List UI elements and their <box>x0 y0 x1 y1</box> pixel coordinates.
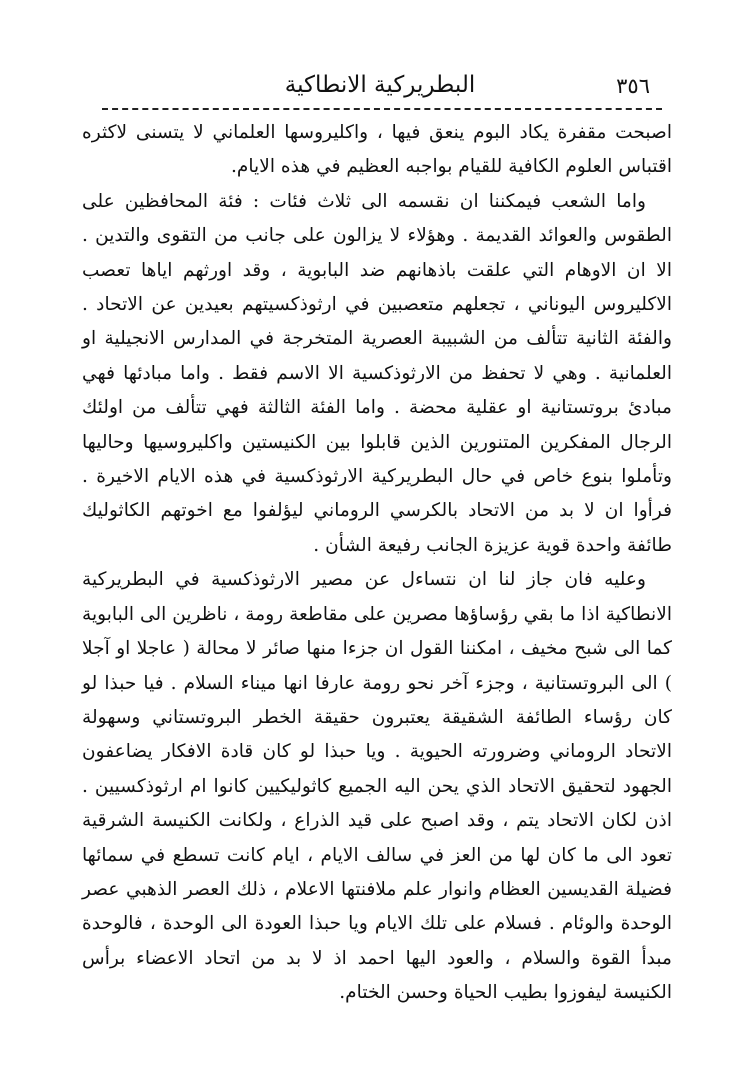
paragraph-2: واما الشعب فيمكننا ان نقسمه الى ثلاث فئات : فئة المحافظين على الطقوس والعوائد القديمة . وهؤلاء لا يزالون على جانب من التقوى والتدين . الا ان الاوهام التي علقت باذهانهم ضد البابوية ، وقد اورثهم اياها تعصب الاكليروس اليوناني ، تجعلهم متعصبين في ارثوذكسيتهم بعيدين عن الاتحاد . والفئة الثانية تتألف من الشبيبة العصرية المتخرجة في المدارس الانجيلية او العلمانية . وهي لا تحفظ من الارثوذكسية الا الاسم فقط . واما مبادئها فهي مبادئ بروتستانية او عقلية محضة . واما الفئة الثالثة فهي تتألف من اولئك الرجال المفكرين المتنورين الذين قابلوا بين الكنيستين واكليروسيها وحاليها وتأملوا بنوع خاص في حال البطريركية الارثوذكسية في هذه الايام الاخيرة . فرأوا ان لا بد من الاتحاد بالكرسي الروماني ليؤلفوا مع اخوتهم الكاثوليك طائفة واحدة قوية عزيزة الجانب رفيعة الشأن . <box>82 190 672 556</box>
page-header <box>90 70 670 104</box>
page-number: ٣٥٦ <box>616 74 650 98</box>
running-title: البطريركية الانطاكية <box>284 72 476 98</box>
paragraph-3: وعليه فان جاز لنا ان نتساءل عن مصير الارثوذكسية في البطريركية الانطاكية اذا ما بقي رؤساؤها مصرين على مقاطعة رومة ، ناظرين الى البابوية كما الى شبح مخيف ، امكننا القول ان جزءا منها صائر لا محالة ( عاجلا او آجلا ) الى البروتستانية ، وجزء آخر نحو رومة عارفا انها ميناء السلام . فيا حبذا لو كان رؤساء الطائفة الشقيقة يعتبرون حقيقة الخطر البروتستاني وسهولة الاتحاد الروماني وضرورته الحيوية . ويا حبذا لو كان قادة الافكار يضاعفون الجهود لتحقيق الاتحاد الذي يحن اليه الجميع كاثوليكيين كانوا ام ارثوذكسيين . اذن لكان الاتحاد يتم ، وقد اصبح على قيد الذراع ، ولكانت الكنيسة الشرقية تعود الى ما كان لها من العز في سالف الايام ، ايام كانت تسطع في سمائها فضيلة القديسين العظام وانوار علم ملافنتها الاعلام ، ذلك العصر الذهبي عصر الوحدة والوئام . فسلام على تلك الايام ويا حبذا العودة الى الوحدة ، فالوحدة مبدأ القوة والسلام ، والعود اليها احمد اذ لا بد من اتحاد الاعضاء برأس الكنيسة ليفوزوا بطيب الحياة وحسن الختام. <box>82 569 672 1004</box>
body-text <box>82 116 672 1011</box>
paragraph-1: اصبحت مقفرة يكاد البوم ينعق فيها ، واكليروسها العلماني لا يتسنى لاكثره اقتباس العلوم الكافية للقيام بواجبه العظيم في هذه الايام. <box>82 122 672 178</box>
header-rule <box>102 108 662 110</box>
